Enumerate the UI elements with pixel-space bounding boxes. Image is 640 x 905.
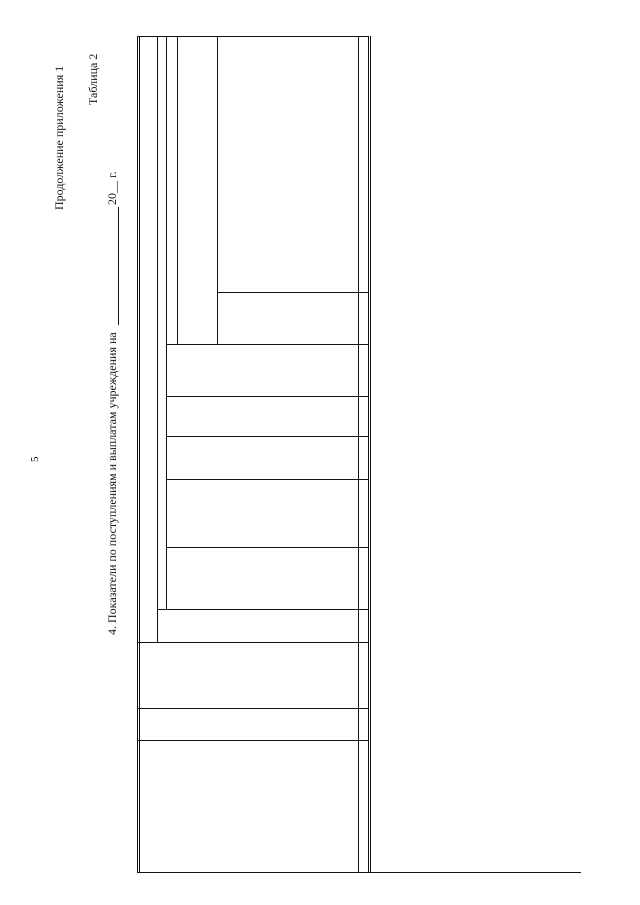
year-suffix: 20__ г.	[105, 171, 119, 205]
appendix-continuation: Продолжение приложения 1	[52, 65, 66, 210]
in-that-rule	[166, 36, 167, 610]
page-number: 5	[29, 456, 41, 462]
section-title: 4. Показатели по поступлениям и выплатам учреждения на	[105, 332, 119, 635]
table-top-border-inner	[139, 36, 140, 873]
table-right-border	[137, 36, 369, 37]
column-number-rule	[368, 36, 369, 873]
col-divider	[137, 642, 369, 643]
header-bottom-rule	[358, 36, 359, 873]
column-number-rule-inner	[370, 36, 371, 873]
col-divider	[137, 708, 369, 709]
col-divider	[166, 436, 369, 437]
table-label: Таблица 2	[86, 53, 100, 105]
col-divider	[217, 292, 369, 293]
col-divider	[137, 740, 369, 741]
col-divider	[166, 547, 369, 548]
date-underline	[118, 207, 119, 325]
col-divider	[157, 609, 369, 610]
col-divider	[166, 396, 369, 397]
paid-split-rule	[217, 36, 218, 344]
col-divider	[166, 479, 369, 480]
table-top-border	[137, 36, 138, 873]
col-divider	[166, 344, 369, 345]
table-left-border	[137, 872, 581, 873]
paid-services-rule	[177, 36, 178, 345]
volume-header-rule	[157, 36, 158, 643]
